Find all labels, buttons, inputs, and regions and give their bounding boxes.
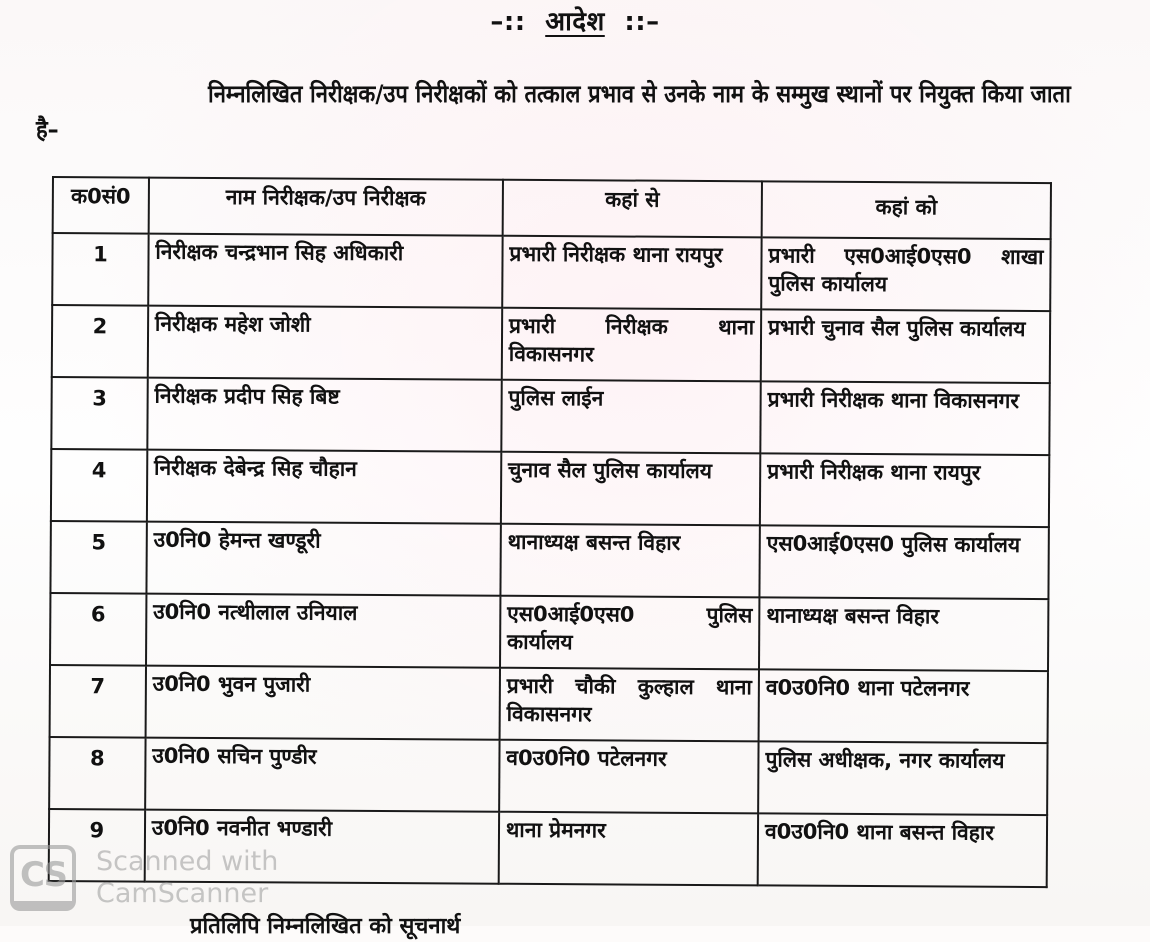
cell-name: निरीक्षक महेश जोशी bbox=[148, 306, 502, 380]
cutoff-footer-text: प्रतिलिपि निम्नलिखित को सूचनार्थ bbox=[190, 914, 461, 939]
table-row bbox=[49, 737, 1047, 815]
watermark-text bbox=[96, 846, 278, 910]
header-to: कहां को bbox=[762, 181, 1051, 239]
table-row bbox=[50, 593, 1048, 671]
cell-to: प्रभारी निरीक्षक थाना रायपुर bbox=[760, 453, 1049, 527]
cell-serial: 9 bbox=[49, 809, 145, 882]
cell-from: थाना प्रेमनगर bbox=[499, 812, 759, 886]
table-row bbox=[51, 449, 1049, 527]
cell-from: प्रभारी चौकी कुल्हाल थाना विकासनगर bbox=[499, 668, 759, 742]
cell-from: थानाध्यक्ष बसन्त विहार bbox=[500, 524, 760, 598]
title-decoration-right: ::– bbox=[624, 7, 660, 37]
cell-name: उ0नि0 सचिन पुण्डीर bbox=[145, 738, 499, 812]
cell-from: व0उ0नि0 पटेलनगर bbox=[499, 740, 759, 814]
cell-name: उ0नि0 भुवन पुजारी bbox=[145, 666, 499, 740]
cell-from: एस0आई0एस0 पुलिस कार्यालय bbox=[500, 596, 760, 670]
cell-from: प्रभारी निरीक्षक थाना रायपुर bbox=[502, 236, 762, 310]
cell-to: व0उ0नि0 थाना पटेलनगर bbox=[759, 669, 1048, 743]
header-from: कहां से bbox=[503, 180, 762, 238]
table-row bbox=[52, 233, 1050, 311]
header-name: नाम निरीक्षक/उप निरीक्षक bbox=[148, 178, 502, 236]
table-row bbox=[50, 521, 1048, 599]
cell-serial: 2 bbox=[52, 305, 148, 378]
title-text: आदेश bbox=[545, 7, 605, 37]
intro-paragraph: निम्नलिखित निरीक्षक/उप निरीक्षकों को तत्काल प्रभाव से उनके नाम के सम्मुख स्थानों पर नियुक्त किया जाता है– bbox=[36, 81, 1071, 144]
table-row bbox=[50, 665, 1048, 743]
cell-serial: 4 bbox=[51, 449, 147, 522]
table-header-row bbox=[53, 177, 1051, 239]
cell-to: प्रभारी चुनाव सैल पुलिस कार्यालय bbox=[761, 309, 1050, 383]
cell-to: एस0आई0एस0 पुलिस कार्यालय bbox=[759, 525, 1048, 599]
watermark-line-2: CamScanner bbox=[96, 878, 269, 909]
camscanner-watermark bbox=[10, 845, 278, 911]
cell-name: निरीक्षक प्रदीप सिह बिष्ट bbox=[147, 378, 501, 452]
cell-to: थानाध्यक्ष बसन्त विहार bbox=[759, 597, 1048, 671]
cell-name: निरीक्षक देबेन्द्र सिह चौहान bbox=[147, 450, 501, 524]
cell-to: प्रभारी एस0आई0एस0 शाखा पुलिस कार्यालय bbox=[761, 237, 1050, 311]
cell-serial: 6 bbox=[50, 593, 146, 666]
camscanner-logo-icon: CS bbox=[10, 845, 76, 911]
cell-to: व0उ0नि0 थाना बसन्त विहार bbox=[758, 813, 1047, 887]
transfer-table bbox=[48, 176, 1052, 888]
cell-from: पुलिस लाईन bbox=[501, 380, 761, 454]
cell-name: उ0नि0 नवनीत भण्डारी bbox=[145, 810, 499, 884]
cell-serial: 7 bbox=[50, 665, 146, 738]
cell-serial: 3 bbox=[51, 377, 147, 450]
cell-from: चुनाव सैल पुलिस कार्यालय bbox=[501, 452, 761, 526]
table-row bbox=[51, 377, 1049, 455]
title-decoration-left: –:: bbox=[490, 7, 526, 37]
cell-from: प्रभारी निरीक्षक थाना विकासनगर bbox=[502, 308, 762, 382]
order-title bbox=[0, 2, 1150, 38]
cell-name: उ0नि0 हेमन्त खण्डूरी bbox=[146, 522, 500, 596]
header-serial: क0सं0 bbox=[53, 177, 149, 234]
cell-name: निरीक्षक चन्द्रभान सिह अधिकारी bbox=[148, 234, 502, 308]
cell-to: पुलिस अधीक्षक, नगर कार्यालय bbox=[758, 741, 1047, 815]
cell-serial: 5 bbox=[50, 521, 146, 594]
cell-serial: 1 bbox=[52, 233, 148, 306]
table-row bbox=[52, 305, 1050, 383]
watermark-line-1: Scanned with bbox=[96, 846, 279, 877]
cell-name: उ0नि0 नत्थीलाल उनियाल bbox=[146, 594, 500, 668]
cell-to: प्रभारी निरीक्षक थाना विकासनगर bbox=[760, 381, 1049, 455]
cell-serial: 8 bbox=[49, 737, 145, 810]
